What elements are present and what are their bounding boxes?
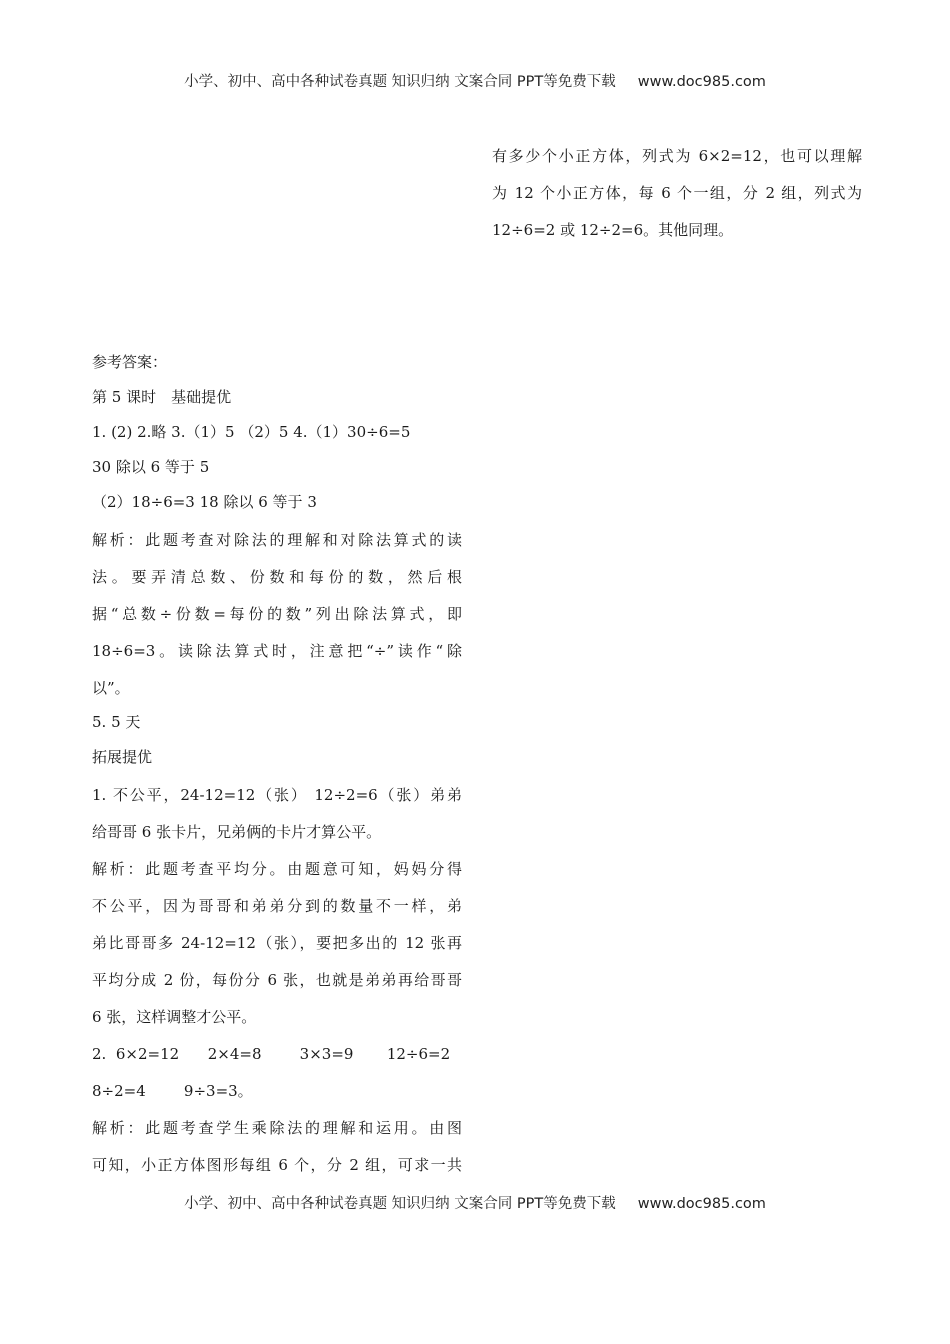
left-column <box>92 347 462 1184</box>
text-line: 弟比哥哥多 24-12=12（张），要把多出的 12 张再 <box>92 934 462 952</box>
text-line: 2. 6×2=12 2×4=8 3×3=9 12÷6=2 <box>92 1045 451 1063</box>
header-text: 小学、初中、高中各种试卷真题 知识归纳 文案合同 PPT等免费下载 <box>184 74 616 90</box>
text-line: 12÷6=2 或 12÷2=6。其他同理。 <box>492 221 734 239</box>
page-footer <box>0 1192 950 1213</box>
text-line: 为 12 个小正方体，每 6 个一组，分 2 组，列式为 <box>492 184 862 202</box>
text-line: 30 除以 6 等于 5 <box>92 458 210 476</box>
text-line: 法。要弄清总数、份数和每份的数，然后根 <box>92 568 462 586</box>
header-site: www.doc985.com <box>637 74 766 90</box>
text-line: 平均分成 2 份，每份分 6 张，也就是弟弟再给哥哥 <box>92 971 462 989</box>
footer-site: www.doc985.com <box>637 1196 766 1212</box>
text-line: 8÷2=4 9÷3=3。 <box>92 1082 253 1100</box>
lesson-title: 第 5 课时 基础提优 <box>92 388 232 406</box>
text-line: 6 张，这样调整才公平。 <box>92 1008 257 1026</box>
footer-text: 小学、初中、高中各种试卷真题 知识归纳 文案合同 PPT等免费下载 <box>184 1196 616 1212</box>
page-header <box>0 70 950 91</box>
text-line: 解析：此题考查对除法的理解和对除法算式的读 <box>92 531 462 549</box>
section-title: 拓展提优 <box>92 748 153 766</box>
text-line: 不公平，因为哥哥和弟弟分到的数量不一样，弟 <box>92 897 462 915</box>
text-line: 1. 不公平，24-12=12（张） 12÷2=6（张）弟弟 <box>92 786 462 804</box>
answers-title: 参考答案： <box>92 353 168 371</box>
text-line: 可知，小正方体图形每组 6 个，分 2 组，可求一共 <box>92 1156 462 1174</box>
text-line: 1. (2) 2.略 3.（1）5 （2）5 4.（1）30÷6=5 <box>92 423 411 441</box>
text-line: 解析：此题考查学生乘除法的理解和运用。由图 <box>92 1119 462 1137</box>
text-line: 给哥哥 6 张卡片，兄弟俩的卡片才算公平。 <box>92 823 382 841</box>
text-line: 18÷6=3。读除法算式时，注意把“÷”读作“除 <box>92 642 462 660</box>
right-column <box>492 138 862 249</box>
text-line: 有多少个小正方体，列式为 6×2=12，也可以理解 <box>492 147 862 165</box>
text-line: 以”。 <box>92 679 130 697</box>
text-line: 5. 5 天 <box>92 713 141 731</box>
text-line: 据“总数÷份数=每份的数”列出除法算式，即 <box>92 605 462 623</box>
text-line: 解析：此题考查平均分。由题意可知，妈妈分得 <box>92 860 462 878</box>
text-line: （2）18÷6=3 18 除以 6 等于 3 <box>92 493 317 511</box>
